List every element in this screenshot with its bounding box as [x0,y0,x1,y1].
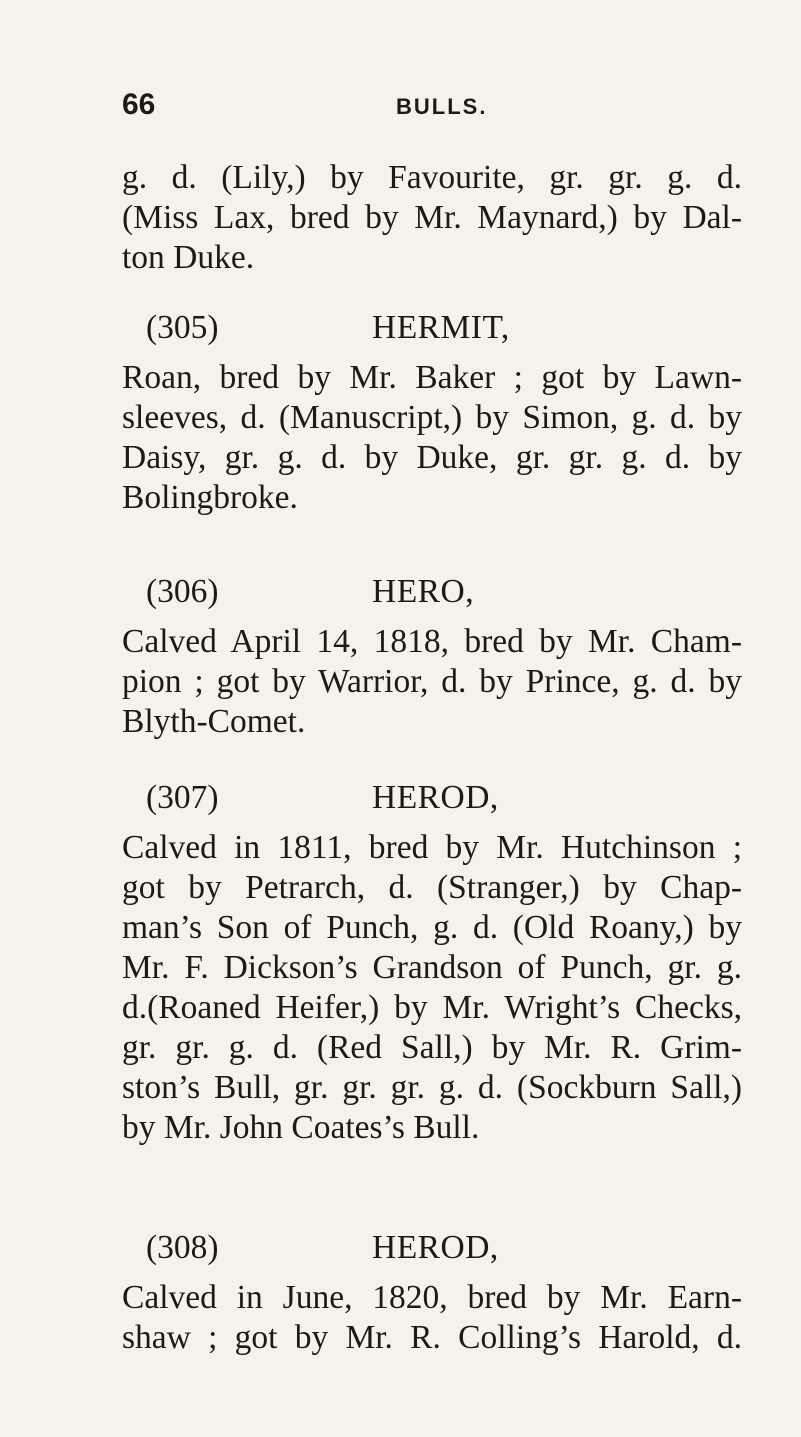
text-line: Calved April 14, 1818, bred by Mr. Cham- [122,623,742,660]
text-line: d.(Roaned Heifer,) by Mr. Wright’s Checks, [122,989,742,1026]
entry-heading [122,778,742,818]
text-line: Roan, bred by Mr. Baker ; got by Lawn- [122,359,742,396]
page-number: 66 [122,88,156,121]
text-line: sleeves, d. (Manuscript,) by Simon, g. d. by [122,399,742,436]
text-line: Daisy, gr. g. d. by Duke, gr. gr. g. d. by [122,439,742,476]
entry-305 [122,308,742,518]
text-line: by Mr. John Coates’s Bull. [122,1109,480,1146]
entry-name: HEROD, [372,779,499,816]
entry-number: (308) [146,1229,219,1266]
text-line: Mr. F. Dickson’s Grandson of Punch, gr. g. [122,949,742,986]
entry-heading [122,1228,742,1268]
entry-number: (307) [146,779,219,816]
text-line: pion ; got by Warrior, d. by Prince, g. d. by [122,663,742,700]
entry-name: HEROD, [372,1229,499,1266]
text-line: Blyth-Comet. [122,703,306,740]
text-line: Calved in June, 1820, bred by Mr. Earn- [122,1279,742,1316]
text-line: g. d. (Lily,) by Favourite, gr. gr. g. d. [122,159,742,196]
text-line: ston’s Bull, gr. gr. gr. g. d. (Sockburn Sall,) [122,1069,742,1106]
text-line: gr. gr. g. d. (Red Sall,) by Mr. R. Grim- [122,1029,742,1066]
entry-heading [122,308,742,348]
text-line: Bolingbroke. [122,479,298,516]
entry-name: HERMIT, [372,309,510,346]
text-line: got by Petrarch, d. (Stranger,) by Chap- [122,869,742,906]
text-line: Calved in 1811, bred by Mr. Hutchinson ; [122,829,742,866]
entry-307 [122,778,742,1148]
entry-308 [122,1228,742,1358]
text-line: shaw ; got by Mr. R. Colling’s Harold, d. [122,1319,742,1356]
intro-paragraph [122,158,742,278]
entry-name: HERO, [372,573,475,610]
text-line: (Miss Lax, bred by Mr. Maynard,) by Dal- [122,199,742,236]
text-line: ton Duke. [122,239,255,276]
entry-306 [122,572,742,742]
entry-number: (306) [146,573,219,610]
text-line: man’s Son of Punch, g. d. (Old Roany,) by [122,909,742,946]
entry-number: (305) [146,309,219,346]
entry-heading [122,572,742,612]
running-head: BULLS. [396,94,488,119]
page-header [0,88,801,128]
